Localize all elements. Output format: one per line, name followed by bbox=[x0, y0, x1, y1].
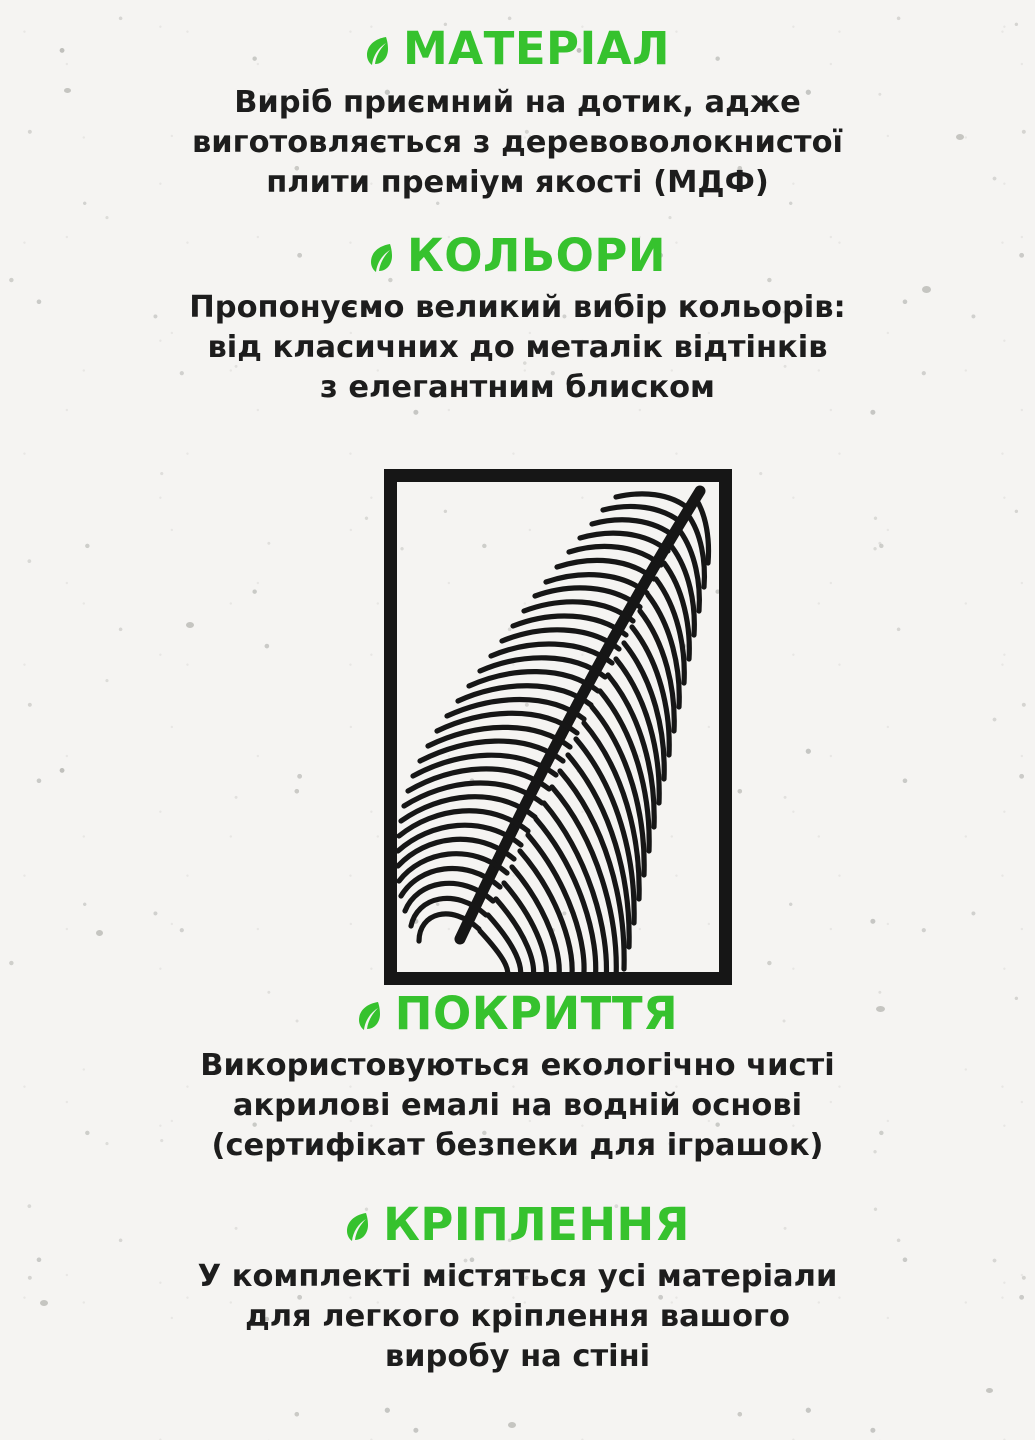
leaf-icon bbox=[369, 243, 393, 273]
leaf-icon bbox=[357, 1001, 381, 1031]
section-heading-material bbox=[0, 22, 1035, 75]
body-line: Пропонуємо великий вибір кольорів: bbox=[189, 290, 846, 325]
section-title-text: ПОКРИТТЯ bbox=[394, 987, 679, 1040]
leaf-icon bbox=[365, 36, 389, 66]
section-body-colors bbox=[78, 288, 958, 408]
texture-fleck bbox=[96, 930, 103, 936]
section-heading-mounting bbox=[0, 1198, 1035, 1251]
section-body-mounting bbox=[78, 1257, 958, 1377]
body-line: плити преміум якості (МДФ) bbox=[266, 164, 769, 200]
body-line: акрилові емалі на водній основі bbox=[232, 1087, 803, 1123]
body-line: (сертифікат безпеки для іграшок) bbox=[211, 1127, 824, 1163]
section-heading-coating bbox=[0, 987, 1035, 1040]
texture-fleck bbox=[986, 1388, 993, 1393]
leaf-icon bbox=[345, 1212, 369, 1242]
body-line: від класичних до металік відтінків bbox=[207, 329, 828, 365]
body-line: з елегантним блиском bbox=[320, 369, 715, 405]
section-title-text: КОЛЬОРИ bbox=[406, 229, 667, 282]
body-line: У комплекті містяться усі матеріали bbox=[197, 1259, 838, 1294]
section-title-text: МАТЕРІАЛ bbox=[403, 22, 670, 75]
body-line: для легкого кріплення вашого bbox=[245, 1298, 790, 1334]
section-heading-colors bbox=[0, 229, 1035, 282]
section-body-material bbox=[78, 83, 958, 203]
body-line: виготовляється з деревоволокнистої bbox=[191, 124, 844, 160]
section-material bbox=[0, 22, 1035, 203]
texture-fleck bbox=[508, 1422, 516, 1428]
section-coating bbox=[0, 987, 1035, 1166]
section-title-text: КРІПЛЕННЯ bbox=[383, 1198, 690, 1251]
texture-fleck bbox=[186, 622, 194, 628]
product-artwork-palm-leaf bbox=[384, 469, 732, 985]
body-line: Використовуються екологічно чисті bbox=[200, 1048, 835, 1083]
section-body-coating bbox=[78, 1046, 958, 1166]
body-line: Виріб приємний на дотик, адже bbox=[234, 85, 801, 120]
section-colors bbox=[0, 229, 1035, 408]
section-mounting bbox=[0, 1198, 1035, 1377]
body-line: виробу на стіні bbox=[384, 1338, 651, 1374]
